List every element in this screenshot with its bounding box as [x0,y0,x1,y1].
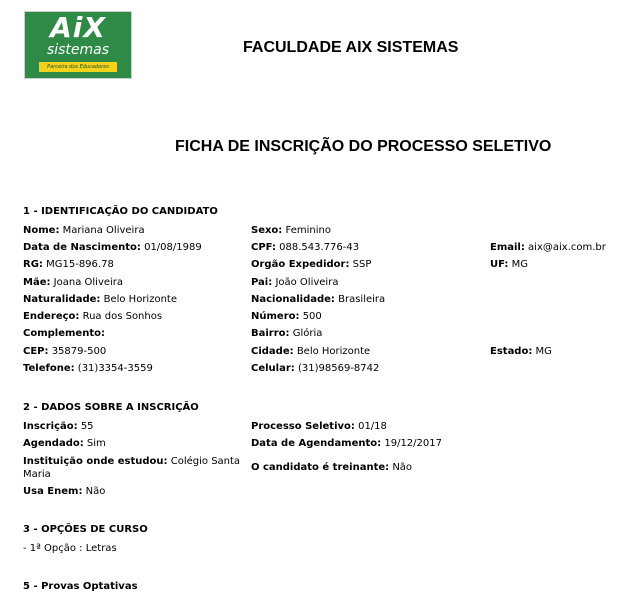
field-label: Email: [490,242,525,253]
field-value: Sim [86,438,106,449]
field-value: 19/12/2017 [384,438,442,449]
field-cpf [251,241,359,254]
field-value: 35879-500 [51,346,107,357]
section-2-title: 2 - DADOS SOBRE A INSCRIÇÃO [23,402,199,413]
field-label: Processo Seletivo: [251,421,355,432]
field-cep [23,345,106,358]
field-treinante [251,461,412,474]
field-agendado [23,437,106,450]
field-nacionalidade [251,293,385,306]
field-label: Inscrição: [23,421,78,432]
field-value: Joana Oliveira [53,277,124,288]
field-label: CPF: [251,242,276,253]
field-bairro [251,327,322,340]
field-value: 088.543.776-43 [279,242,360,253]
field-value: Belo Horizonte [296,346,371,357]
field-value: aix@aix.com.br [528,242,606,253]
field-label: RG: [23,259,43,270]
field-value: (31)3354-3559 [77,363,153,374]
field-numero [251,310,322,323]
field-label: Complemento: [23,328,105,339]
field-instituicao [23,455,253,481]
field-label: Pai: [251,277,273,288]
field-value: SSP [352,259,372,270]
field-label: Usa Enem: [23,486,83,497]
field-label: Mãe: [23,277,51,288]
field-value: 55 [80,421,94,432]
section-3-title: 3 - OPÇÕES DE CURSO [23,524,148,535]
field-value: Mariana Oliveira [62,225,145,236]
field-value: 500 [302,311,322,322]
form-title: FICHA DE INSCRIÇÃO DO PROCESSO SELETIVO [175,138,552,155]
field-value: MG [535,346,552,357]
field-complemento [23,327,105,340]
field-nascimento [23,241,202,254]
field-label: Telefone: [23,363,75,374]
field-label: Endereço: [23,311,80,322]
field-value: MG [511,259,528,270]
field-enem [23,485,105,498]
field-sexo [251,224,331,237]
field-label: Cidade: [251,346,294,357]
logo-tagline: Parceira dos Educadores [39,62,117,72]
field-naturalidade [23,293,177,306]
field-label: CEP: [23,346,49,357]
field-value: Não [85,486,106,497]
field-label: O candidato é treinante: [251,462,390,473]
field-value: MG15-896.78 [46,259,114,270]
field-label: Celular: [251,363,295,374]
course-option-1: - 1ª Opção : Letras [23,543,117,554]
field-value: Não [392,462,413,473]
field-label: Data de Agendamento: [251,438,382,449]
field-label: Sexo: [251,225,283,236]
field-value: 01/08/1989 [144,242,202,253]
field-value: Belo Horizonte [103,294,177,305]
field-processo-seletivo [251,420,387,433]
field-rg [23,258,114,271]
field-orgao [251,258,371,271]
field-label: Agendado: [23,438,84,449]
field-value: Glória [292,328,323,339]
field-nome [23,224,145,237]
field-inscricao [23,420,94,433]
field-label: Data de Nascimento: [23,242,141,253]
college-logo [24,11,132,79]
field-label: Estado: [490,346,533,357]
field-email [490,241,606,254]
field-value: Feminino [285,225,331,236]
section-5-title: 5 - Provas Optativas [23,581,138,592]
field-uf [490,258,528,271]
field-mae [23,276,123,289]
field-label: Orgão Expedidor: [251,259,350,270]
field-value: Brasileira [338,294,386,305]
field-value: Colégio Santa Maria [23,456,241,480]
college-name: FACULDADE AIX SISTEMAS [243,39,459,56]
field-value: Rua dos Sonhos [82,311,163,322]
field-endereco [23,310,162,323]
field-celular [251,362,379,375]
field-value: João Oliveira [275,277,339,288]
field-label: UF: [490,259,509,270]
field-label: Bairro: [251,328,290,339]
field-label: Instituição onde estudou: [23,456,168,467]
field-telefone [23,362,153,375]
logo-brand: AiX [50,11,106,44]
field-value: (31)98569-8742 [297,363,380,374]
field-label: Nacionalidade: [251,294,335,305]
field-label: Naturalidade: [23,294,101,305]
field-value: 01/18 [358,421,387,432]
field-cidade [251,345,370,358]
section-1-title: 1 - IDENTIFICAÇÃO DO CANDIDATO [23,206,218,217]
field-estado [490,345,552,358]
field-pai [251,276,338,289]
field-data-agendamento [251,437,442,450]
logo-name: sistemas [46,42,110,58]
field-label: Nome: [23,225,60,236]
field-label: Número: [251,311,300,322]
